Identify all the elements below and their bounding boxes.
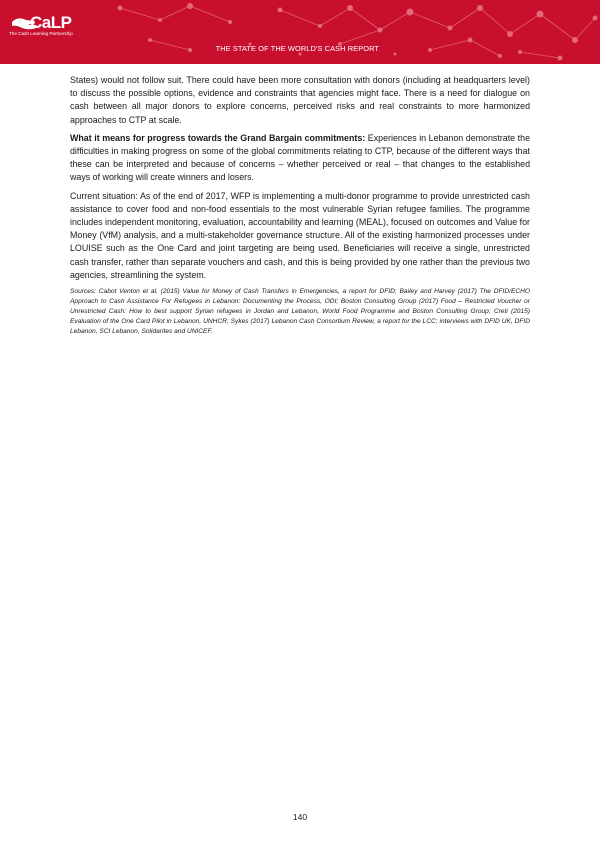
page-content [70,74,530,343]
logo-subtitle: The Cash Learning Partnership [9,31,73,36]
paragraph-lead: What it means for progress towards the Grand Bargain commitments: [70,132,366,143]
page-header [0,0,600,64]
report-title: THE STATE OF THE WORLD'S CASH REPORT [215,44,379,53]
paragraph: Current situation: As of the end of 2017, WFP is implementing a multi-donor programme to provide unrestricted cash assistance to cover food and non-food essentials to the most vulnerable Syrian refugee families. The programme includes independent monitoring, evaluation, accountability and learning (MEAL), focused on outcomes and Value for Money (VfM) analysis, and a multi-stakeholder governance structure. All of the existing harmonized processes under LOUISE such as the One Card and joint targeting are being used. Beneficiaries will receive a single, unrestricted cash transfer, rather than separate vouchers and cash, and this is being provided by one rather than the previous two agencies, streamlining the system. [70,190,530,280]
sources-note: Sources: Cabot Venton et al. (2015) Value for Money of Cash Transfers in Emergencies, a report for DFID; Bailey and Harvey (2017) The DFID/ECHO Approach to Cash Assistance For Refugees in Lebanon: Documenting the Process, ODI; Boston Consulting Group (2017) Food – Restricted Voucher or Unrestricted Cash: How to best support Syrian refugees in Jordan and Lebanon, World Food Programme and Boston Consulting Group; Creti (2015) Evaluation of the One Card Pilot in Lebanon, UNHCR; Sykes (2017) Lebanon Cash Consortium Review, a report for the LCC; interviews with DFID UK, DFID Lebanon, SCI Lebanon, Solidarites and UNICEF. [70,288,530,336]
page-number: 140 [292,812,308,822]
logo-text: CaLP [30,13,72,32]
network-pattern-decoration [0,0,600,64]
paragraph-rest: Experiences in Lebanon demonstrate the difficulties in making progress on some of the global commitments relating to CTP, because of the different ways that these can be interpreted and because of concerns – whether perceived or real – that changes to the established ways of working will create winners and losers. [70,132,531,183]
paragraph: States) would not follow suit. There could have been more consultation with donors (including at headquarters level) to discuss the possible options, evidence and constraints that agencies might face. There is a need for dialogue on cash between all major donors to explore concerns, perceived risks and real constraints to more harmonized approaches to CTP at scale. [70,75,530,125]
paragraph [70,132,530,185]
